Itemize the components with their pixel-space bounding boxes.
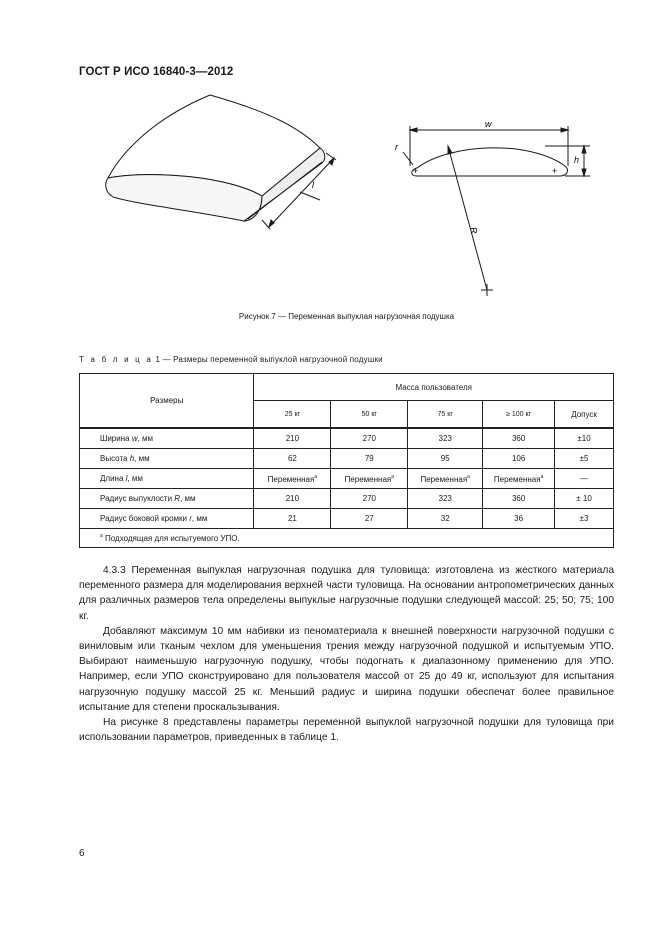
cushion-3d-view [106, 95, 336, 229]
cell: 106 [483, 449, 555, 469]
header-75kg: 75 кг [408, 401, 483, 429]
header-tolerance: Допуск [555, 401, 614, 429]
table-row [80, 509, 614, 529]
header-50kg: 50 кг [331, 401, 408, 429]
table-caption: Т а б л и ц а 1 — Размеры переменной выпуклой нагрузочной подушки [79, 355, 383, 364]
cell: ±10 [555, 428, 614, 449]
cell: 270 [331, 428, 408, 449]
paragraph-figure-ref: На рисунке 8 представлены параметры переменной выпуклой нагрузочной подушки для туловища при использовании параметров, приведенных в таблице 1. [79, 717, 614, 744]
table-row [80, 428, 614, 449]
cell: 270 [331, 489, 408, 509]
body-text [79, 563, 614, 745]
cell: — [555, 469, 614, 489]
table-row [80, 469, 614, 489]
cell: 95 [408, 449, 483, 469]
cell: 360 [483, 489, 555, 509]
row-label: Высота h, мм [80, 449, 254, 469]
cell: 36 [483, 509, 555, 529]
row-label: Ширина w, мм [80, 428, 254, 449]
page-number: 6 [79, 848, 85, 859]
paragraph-4-3-3: 4.3.3 Переменная выпуклая нагрузочная подушка для туловища: изготовлена из жесткого материала переменного размера для моделирования верхней части туловища. На основании антропометрических данных для различных размеров тела определены выпуклые нагрузочные подушки следующей массой: 25; 50; 75; 100 кг. [79, 565, 614, 622]
cell: ±5 [555, 449, 614, 469]
center-mark-left: + [413, 166, 419, 176]
cell: 27 [331, 509, 408, 529]
label-r: r [395, 142, 398, 152]
cell: Переменная$^a$ [331, 469, 408, 489]
table-row [80, 449, 614, 469]
label-w: w [485, 119, 492, 129]
cell: 32 [408, 509, 483, 529]
row-label: Длина l, мм [80, 469, 254, 489]
cell: 210 [254, 428, 331, 449]
cell: Переменная$^a$ [254, 469, 331, 489]
cell: 62 [254, 449, 331, 469]
center-mark-right: + [552, 166, 558, 176]
figure-7-drawing [0, 0, 661, 310]
label-R: R [468, 225, 480, 235]
cushion-section-view [403, 126, 590, 296]
label-l: l [312, 180, 314, 190]
header-dimensions: Размеры [80, 374, 254, 429]
cell: 21 [254, 509, 331, 529]
table-footnote: $^a$ Подходящая для испытуемого УПО. [80, 529, 614, 548]
cell: 79 [331, 449, 408, 469]
cell: ±3 [555, 509, 614, 529]
row-label: Радиус боковой кромки r, мм [80, 509, 254, 529]
header-100kg: ≥ 100 кг [483, 401, 555, 429]
document-header: ГОСТ Р ИСО 16840-3—2012 [79, 66, 234, 78]
label-h: h [574, 155, 580, 165]
cell: 360 [483, 428, 555, 449]
cell: 323 [408, 489, 483, 509]
table-row [80, 489, 614, 509]
cell: 210 [254, 489, 331, 509]
header-25kg: 25 кг [254, 401, 331, 429]
table-footnote-row [80, 529, 614, 548]
cell: Переменная$^a$ [408, 469, 483, 489]
paragraph-padding: Добавляют максимум 10 мм набивки из пеноматериала к внешней поверхности нагрузочной подушки с виниловым или тканым чехлом для уменьшения трения между нагрузочной подушкой и испытуемым УПО. Выбирают наименьшую нагрузочную подушку, чтобы подогнать к диапазонному применению для УПО. Например, если УПО сконструировано для пользователя массой от 25 до 49 кг, используют для испытания нагрузочную подушку массой 25 кг. Меньший радиус и ширина подушки обеспечат более правильное испытание для степени проскальзывания. [79, 625, 614, 713]
cell: Переменная$^a$ [483, 469, 555, 489]
cell: ± 10 [555, 489, 614, 509]
row-label: Радиус выпуклости R, мм [80, 489, 254, 509]
header-user-mass: Масса пользователя [254, 374, 614, 401]
figure-caption: Рисунок 7 — Переменная выпуклая нагрузочная подушка [238, 312, 455, 321]
cell: 323 [408, 428, 483, 449]
dimensions-table [79, 373, 614, 548]
